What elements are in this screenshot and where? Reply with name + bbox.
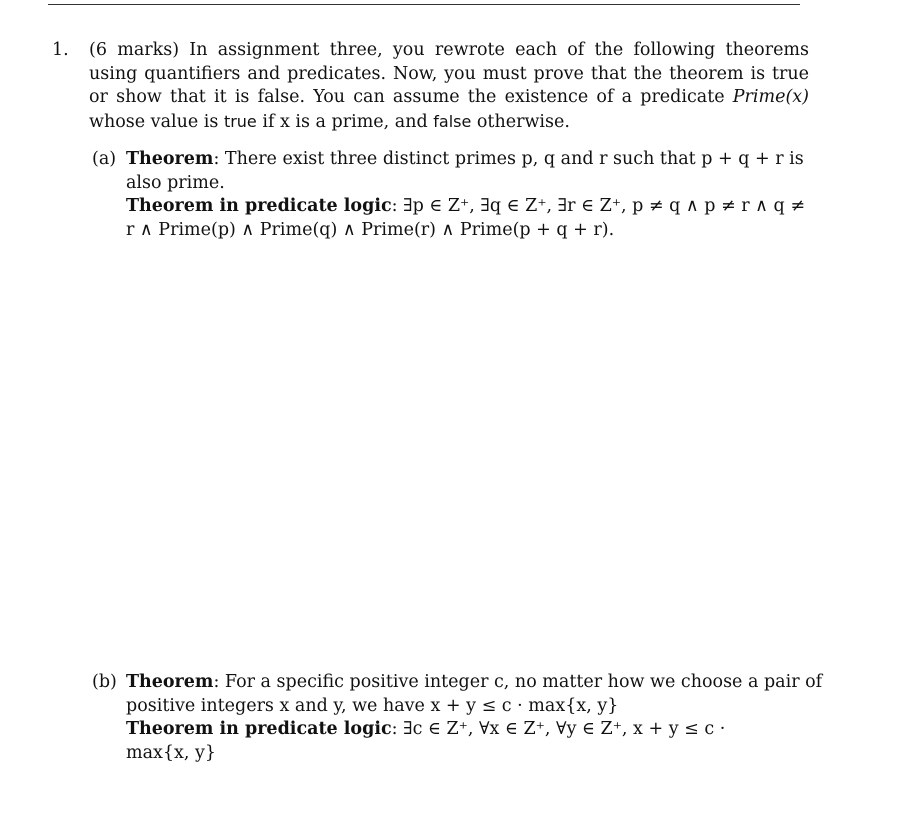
logic-line-1 — [126, 195, 805, 219]
theorem-line-2: positive integers x and y, we have x + y ≤ c · max{x, y} — [126, 695, 619, 716]
intro-text-b: whose value is — [89, 111, 224, 132]
true-keyword: true — [223, 111, 257, 131]
predicate-name: Prime(x) — [732, 87, 809, 107]
question-intro — [89, 39, 809, 134]
part-label: (b) — [92, 672, 117, 692]
theorem-line-2: also prime. — [126, 172, 225, 193]
logic-line-1 — [126, 718, 801, 742]
top-rule — [48, 4, 800, 5]
theorem-line-1 — [126, 148, 804, 172]
part-body — [126, 148, 805, 242]
theorem-text: : There exist three distinct primes p, q and r such that p + q + r is — [213, 149, 804, 169]
false-keyword: false — [433, 111, 472, 131]
theorem-text: : For a specific positive integer c, no matter how we choose a pair of — [213, 672, 823, 692]
part-label: (a) — [92, 149, 117, 169]
theorem-heading: Theorem — [126, 149, 214, 169]
intro-text-a: (6 marks) In assignment three, you rewrote each of the following theorems using quantifiers and predicates. Now, you must prove that the theorem is true or show that it is false. You can assume the existence of a predicate — [89, 40, 809, 107]
logic-text: : ∃c ∈ Z⁺, ∀x ∈ Z⁺, ∀y ∈ Z⁺, x + y ≤ c · — [391, 719, 726, 739]
logic-heading: Theorem in predicate logic — [126, 196, 392, 216]
intro-text-d: otherwise. — [471, 111, 570, 132]
logic-heading: Theorem in predicate logic — [126, 719, 392, 739]
part-body — [126, 671, 823, 765]
logic-line-2: r ∧ Prime(p) ∧ Prime(q) ∧ Prime(r) ∧ Prime(p + q + r). — [126, 219, 615, 240]
theorem-heading: Theorem — [126, 672, 214, 692]
logic-text: : ∃p ∈ Z⁺, ∃q ∈ Z⁺, ∃r ∈ Z⁺, p ≠ q ∧ p ≠ r ∧ q ≠ — [391, 196, 805, 216]
intro-text-c: if x is a prime, and — [256, 111, 434, 132]
logic-line-2: max{x, y} — [126, 742, 217, 763]
question-number: 1. — [52, 40, 69, 60]
theorem-line-1 — [126, 671, 823, 695]
